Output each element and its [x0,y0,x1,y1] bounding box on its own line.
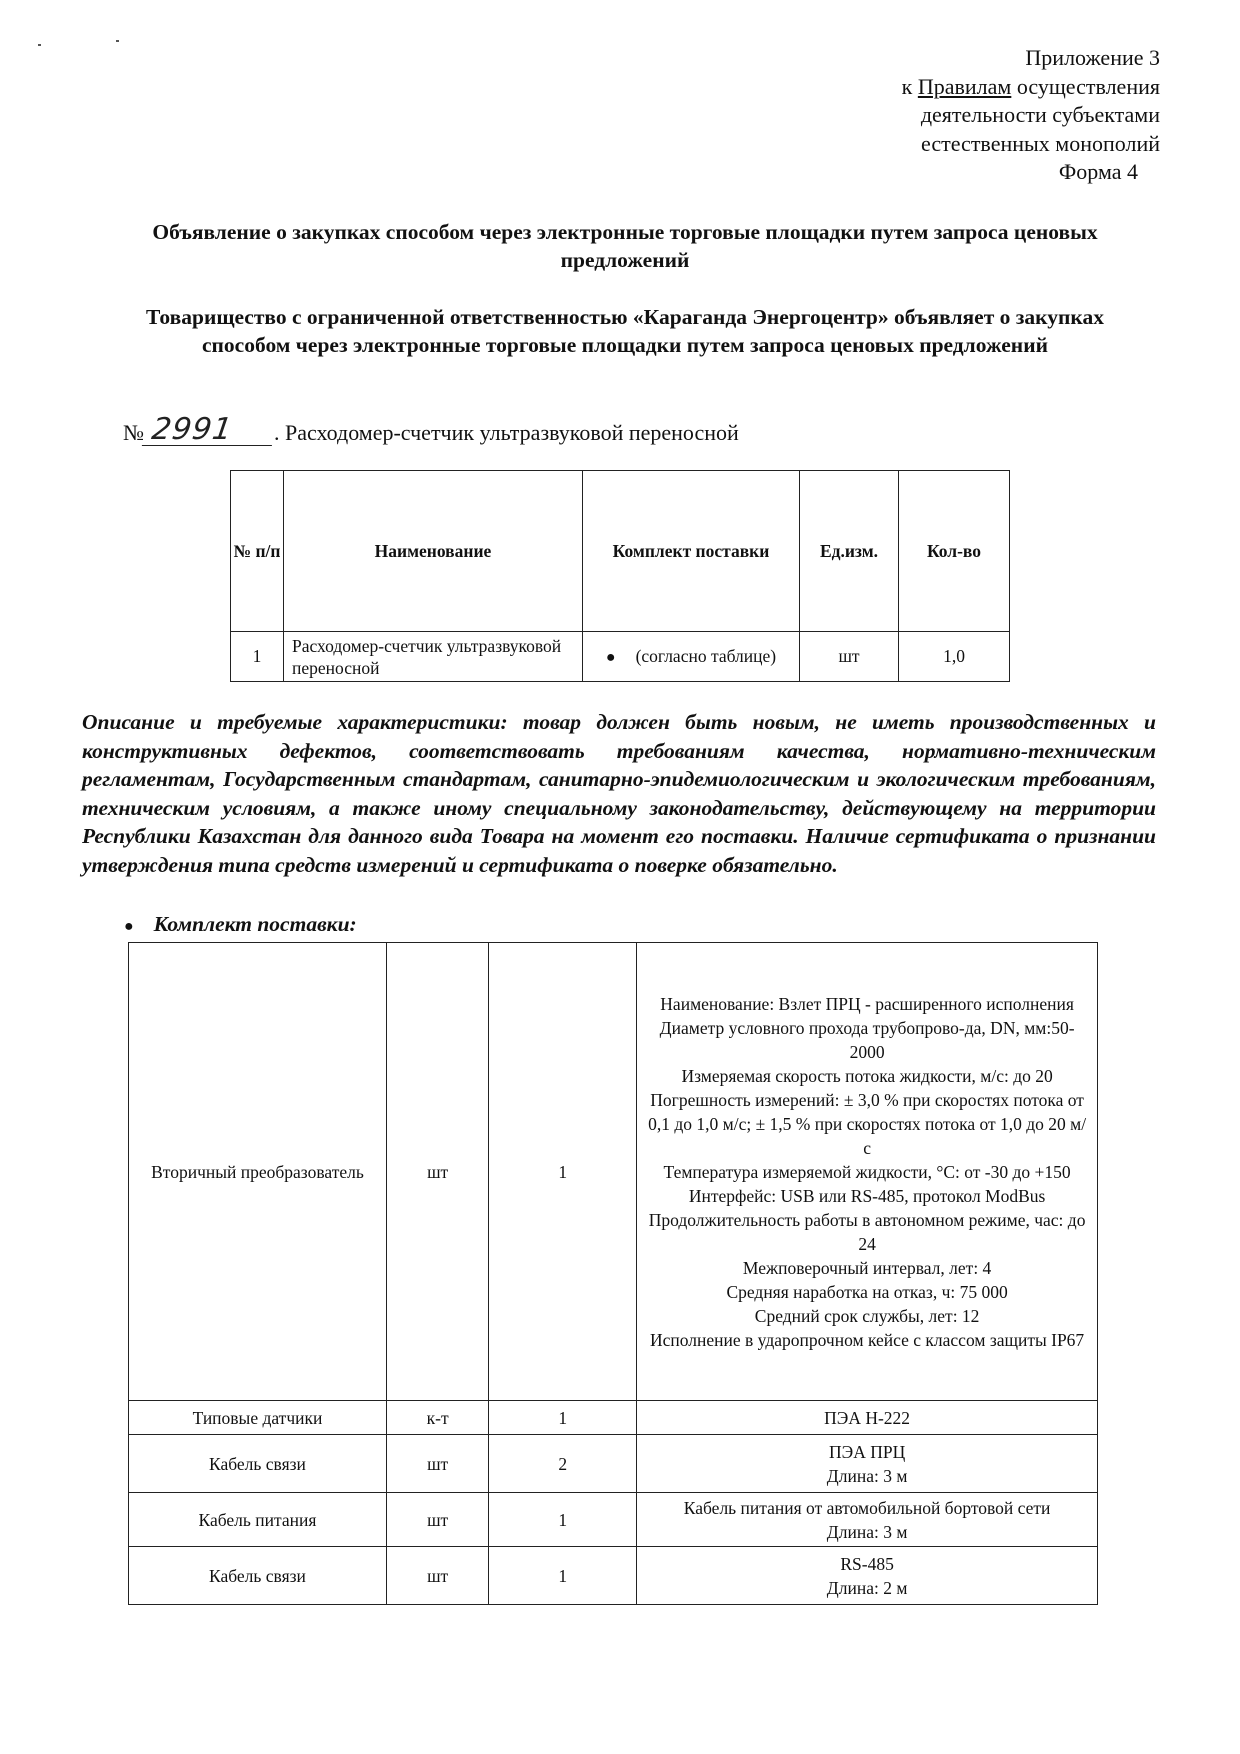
spec-line: Межповерочный интервал, лет: 4 [742,1257,992,1278]
kit-item-spec [637,1401,1098,1435]
bullet-icon: ● [124,918,134,935]
kit-item-qty: 1 [489,1547,637,1605]
kit-heading [124,912,357,937]
kit-table-row [129,943,1098,1401]
spec-line: ПЭА ПРЦ [829,1441,906,1462]
row-name: Расходомер-счетчик ультразвуковой переносной [284,632,583,682]
spec-line: RS-485 [840,1553,894,1574]
header-qty: Кол-во [899,471,1010,632]
kit-item-name: Типовые датчики [129,1401,387,1435]
spec-line: Наименование: Взлет ПРЦ - расширенного исполнения [660,993,1074,1014]
header-index: № п/п [231,471,284,632]
kit-item-name: Кабель питания [129,1493,387,1547]
spec-line: Длина: 3 м [826,1521,908,1542]
header-kit: Комплект поставки [583,471,800,632]
spec-line: Средняя наработка на отказ, ч: 75 000 [726,1281,1008,1302]
appendix-line: естественных монополий [921,130,1160,156]
kit-table [128,942,1098,1605]
row-kit-text: (согласно таблице) [635,646,777,666]
kit-table-row [129,1435,1098,1493]
spec-line: Средний срок службы, лет: 12 [754,1305,980,1326]
kit-item-qty: 1 [489,1401,637,1435]
announcement-subtitle: Товарищество с ограниченной ответственностью «Караганда Энергоцентр» объявляет о закупках способом через электронные торговые площадки путем запроса ценовых предложений [146,305,1104,357]
appendix-line [780,73,1160,102]
header-unit: Ед.изм. [800,471,899,632]
appendix-line: деятельности субъектами [920,102,1160,127]
kit-item-spec [637,1435,1098,1493]
kit-table-row [129,1547,1098,1605]
spec-line: Измеряемая скорость потока жидкости, м/с: до 20 [681,1065,1053,1086]
header-name: Наименование [284,471,583,632]
spec-line: Кабель питания от автомобильной бортовой сети [683,1497,1051,1518]
spec-line: Длина: 2 м [826,1577,908,1598]
spec-line: Погрешность измерений: ± 3,0 % при скоростях потока от 0,1 до 1,0 м/с; ± 1,5 % при скоростях потока от 1,0 до 20 м/с [648,1089,1087,1158]
kit-table-row [129,1493,1098,1547]
spec-line: Исполнение в ударопрочном кейсе с классом защиты IP67 [650,1329,1085,1350]
table-row [231,632,1010,682]
number-sign: № [123,420,144,445]
form-number: Форма 4 [1058,159,1138,184]
kit-item-name: Вторичный преобразователь [129,943,387,1401]
appendix-line: Приложение 3 [1025,45,1160,70]
kit-item-spec [637,1493,1098,1547]
row-index: 1 [231,632,284,682]
appendix-block [780,44,1160,187]
appendix-prefix: к [901,73,918,99]
spec-line: ПЭА Н-222 [824,1407,911,1428]
table-header-row [231,471,1010,632]
lot-number: 2991 [142,415,276,446]
lot-line [123,412,739,447]
kit-item-unit: шт [386,1547,488,1605]
scan-speck [116,40,119,42]
description-paragraph: Описание и требуемые характеристики: товар должен быть новым, не иметь производственных и конструктивных дефектов, соответствовать требованиям качества, нормативно-техническим регламентам, Государственным стандартам, санитарно-эпидемиологическим и экологическим требованиям, техническим условиям, а также иному специальному законодательству, действующему на территории Республики Казахстан для данного вида Товара на момент его поставки. Наличие сертификата о признании утверждения типа средств измерений и сертификата о поверке обязательно. [82,710,1156,877]
lot-table [230,470,1010,682]
spec-line: Длина: 3 м [826,1465,908,1486]
kit-heading-text: Комплект поставки: [153,912,357,936]
kit-table-row [129,1401,1098,1435]
kit-item-unit: шт [386,1493,488,1547]
rules-link: Правилам [917,73,1012,99]
kit-item-unit: шт [386,943,488,1401]
kit-item-unit: шт [386,1435,488,1493]
kit-item-spec [637,1547,1098,1605]
lot-name: . Расходомер-счетчик ультразвуковой переносной [274,420,739,445]
appendix-suffix: осуществления [1011,73,1160,99]
row-kit [583,632,800,682]
bullet-icon: ● [605,649,616,666]
kit-item-unit: к-т [386,1401,488,1435]
row-qty: 1,0 [899,632,1010,682]
scan-speck [38,44,41,46]
spec-line: Интерфейс: USB или RS-485, протокол ModBus [688,1185,1046,1206]
kit-item-qty: 2 [489,1435,637,1493]
spec-line: Температура измеряемой жидкости, °С: от -30 до +150 [663,1161,1071,1182]
kit-item-qty: 1 [489,1493,637,1547]
page-title: Объявление о закупках способом через электронные торговые площадки путем запроса ценовых предложений [152,220,1098,272]
kit-item-qty: 1 [489,943,637,1401]
kit-item-name: Кабель связи [129,1435,387,1493]
kit-item-spec [637,943,1098,1401]
row-unit: шт [800,632,899,682]
spec-line: Продолжительность работы в автономном режиме, час: до 24 [648,1209,1086,1254]
kit-item-name: Кабель связи [129,1547,387,1605]
spec-line: Диаметр условного прохода трубопрово-да, DN, мм:50-2000 [659,1017,1075,1062]
